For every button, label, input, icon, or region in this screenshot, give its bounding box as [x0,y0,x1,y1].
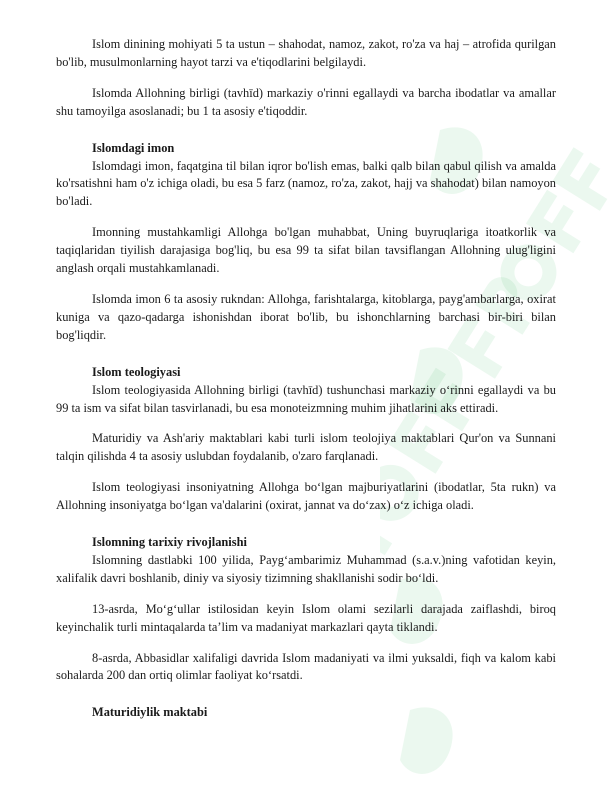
intro-paragraph-2: Islomda Allohning birligi (tavhīd) markaziy o'rinni egallaydi va barcha ibodatlar va amallar shu tamoyilga asoslanadi; bu 1 ta asosiy e'tiqoddir. [56,85,556,118]
imon-paragraph-3: Islomda imon 6 ta asosiy rukndan: Allohga, farishtalarga, kitoblarga, payg'ambarlarga, oxirat kuniga va qazo-qadarga ishonishdan iborat bo'lib, bu ishonchlarning barchasi bir-biri bilan bog'liqdir. [56,291,556,342]
teologiya-paragraph-3: Islom teologiyasi insoniyatning Allohga bo‘lgan majburiyatlarini (ibodatlar, 5ta rukn) va Allohning insoniyatga bo‘lgan va'dalarini (oxirat, jannat va do‘zax) o‘z ichiga oladi. [56,480,556,513]
tarix-paragraph-2: 13-asrda, Mo‘g‘ullar istilosidan keyin Islom olami sezilarli darajada zaiflashdi, biroq keyinchalik turli mintaqalarda ta’lim va madaniyat markazlari qayta tiklandi. [56,601,556,634]
tarix-paragraph-1: Islomning dastlabki 100 yilida, Payg‘ambarimiz Muhammad (s.a.v.)ning vafotidan keyin, xalifalik davri boshlanib, diniy va siyosiy tizimning shakllanishi sodir bo‘ldi. [56,552,556,585]
heading-imon: Islomdagi imon [92,140,175,155]
imon-paragraph-1: Islomdagi imon, faqatgina til bilan iqror bo'lish emas, balki qalb bilan qabul qilish va amalda ko'rsatishni ham o'z ichiga oladi, bu esa 5 farz (namoz, ro'za, zakot, hajj va shahodat) bilan namoyon bo'ladi. [56,158,556,209]
heading-tarix: Islomning tarixiy rivojlanishi [92,535,247,550]
heading-teologiya: Islom teologiyasi [92,364,181,379]
teologiya-paragraph-2: Maturidiy va Ash'ariy maktablari kabi turli islom teolojiya maktablari Qur'on va Sunnani talqin qilishda 4 ta asosiy uslubdan foydalanib, o'zaro farqlanadi. [56,431,556,464]
tarix-paragraph-3: 8-asrda, Abbasidlar xalifaligi davrida Islom madaniyati va ilmi yuksaldi, fiqh va kalom kabi sohalarda 200 dan ortiq olimlar faoliyat ko‘rsatdi. [56,650,556,683]
imon-paragraph-2: Imonning mustahkamligi Allohga bo'lgan muhabbat, Uning buyruqlariga itoatkorlik va taqiqlaridan tiyilish darajasiga bog'liq, bu esa 99 ta sifat bilan tavsiflangan Allohning ulug'ligini anglash orqali mustahkamlanadi. [56,225,556,276]
document-body [56,36,556,722]
heading-maturidiylik: Maturidiylik maktabi [92,705,208,720]
teologiya-paragraph-1: Islom teologiyasida Allohning birligi (tavhīd) tushunchasi markaziy o‘rinni egallaydi va bu 99 ta ism va sifat bilan tasvirlanadi, bu esa monoteizmning muhim jihatlarini aks ettiradi. [56,382,556,415]
intro-paragraph-1: Islom dinining mohiyati 5 ta ustun – shahodat, namoz, zakot, ro'za va haj – atrofida qurilgan bo'lib, musulmonlarning hayot tarzi va e'tiqodlarini belgilaydi. [56,37,556,69]
